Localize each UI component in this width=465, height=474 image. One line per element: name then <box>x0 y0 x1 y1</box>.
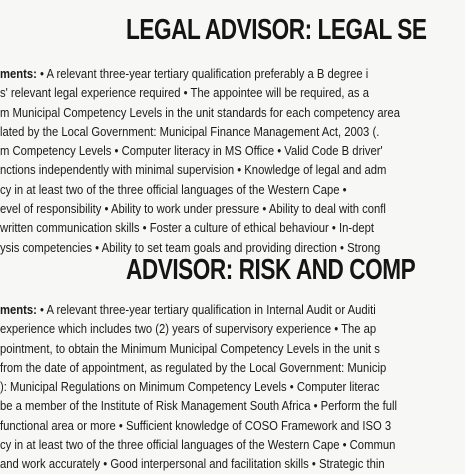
text-line: from the date of appointment, as regulated by the Local Government: Municip <box>0 359 387 375</box>
section-title-risk-advisor: ADVISOR: RISK AND COMP <box>126 254 416 286</box>
text-line: nctions independently with minimal supervision • Knowledge of legal and adm <box>0 162 387 178</box>
text-line: evel of responsibility • Ability to work under pressure • Ability to deal with confl <box>0 201 386 217</box>
text-line: functional area or more • Sufficient knowledge of COSO Framework and ISO 3 <box>0 417 392 433</box>
text-line: pointment, to obtain the Minimum Municipal Competency Levels in the unit s <box>0 340 380 356</box>
requirements-label: ments: <box>0 66 37 81</box>
legal-advisor-requirements <box>0 64 465 257</box>
section-title-legal-advisor: LEGAL ADVISOR: LEGAL SE <box>126 14 427 46</box>
text-line: lated by the Local Government: Municipal Finance Management Act, 2003 (. <box>0 123 380 139</box>
text-line: be a member of the Institute of Risk Management South Africa • Perform the full <box>0 398 398 414</box>
text-line: s' relevant legal experience required • The appointee will be required, as a <box>0 85 369 101</box>
text-line: experience which includes two (2) years of supervisory experience • The ap <box>0 321 377 337</box>
text-line: written communication skills • Foster a culture of ethical behaviour • In-dept <box>0 220 375 236</box>
requirements-label: ments: <box>0 302 37 317</box>
text-line: and work accurately • Good interpersonal and facilitation skills • Strategic thin <box>0 456 385 472</box>
text-line: ): Municipal Regulations on Minimum Competency Levels • Computer literac <box>0 379 380 395</box>
text-line: m Competency Levels • Computer literacy in MS Office • Valid Code B driver' <box>0 143 383 159</box>
text-line: ments: • A relevant three-year tertiary qualification preferably a B degree i <box>0 66 369 81</box>
risk-advisor-requirements <box>0 300 462 474</box>
text-line: cy in at least two of the three official languages of the Western Cape • Commun <box>0 437 396 453</box>
text-line: cy in at least two of the three official languages of the Western Cape • <box>0 181 347 197</box>
text-line: ysis competencies • Ability to set team goals and providing direction • Strong <box>0 239 381 255</box>
text-line: ments: • A relevant three-year tertiary qualification in Internal Audit or Auditi <box>0 302 376 317</box>
text-line: m Municipal Competency Levels in the unit standards for each competency area <box>0 104 400 120</box>
